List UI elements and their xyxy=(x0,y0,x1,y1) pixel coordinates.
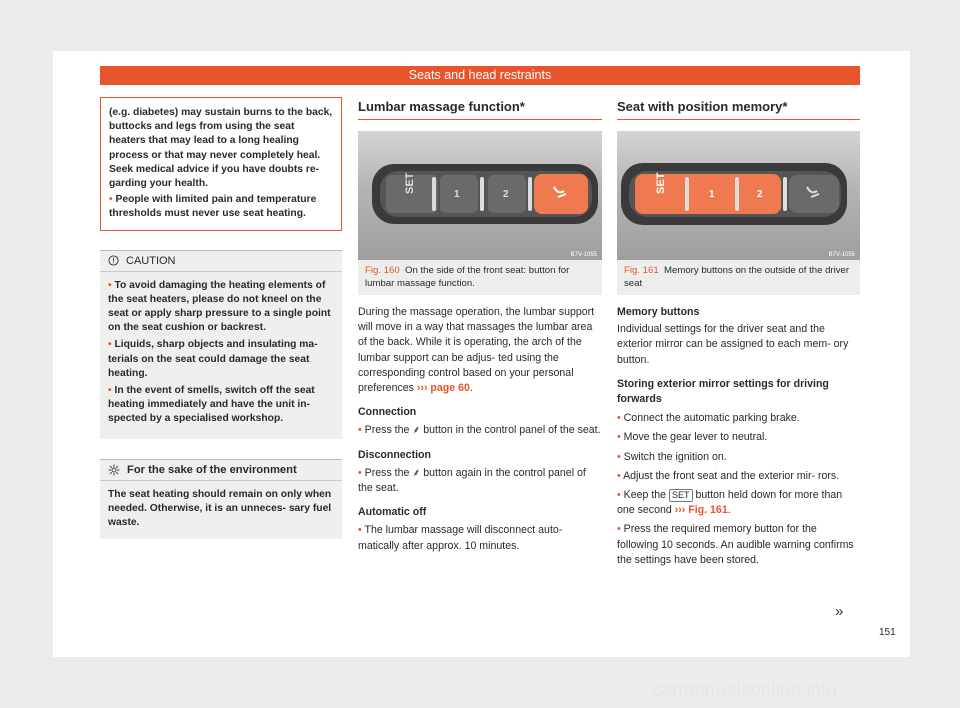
paragraph: During the massage operation, the lumbar support will move in a way that massages the lumbar area of the back. While it is operating, the arch of the lumbar support can be adjus- ted using the corresponding control based on your personal preferences xyxy=(358,306,595,395)
lumbar-icon: ⸙ xyxy=(412,424,421,437)
memory-buttons-illustration xyxy=(617,131,860,260)
step-text: Adjust the front seat and the exterior mir- rors. xyxy=(623,469,840,482)
button-1-label: 1 xyxy=(454,189,460,200)
continue-marker: » xyxy=(835,603,844,620)
connection-heading: Connection xyxy=(358,406,417,419)
figure-lumbar-buttons xyxy=(358,131,602,260)
step-text: button held down for more than one second xyxy=(617,489,843,517)
page-reference-link[interactable]: ››› page 60 xyxy=(416,382,470,395)
warning-bullet: People with limited pain and temperature thresholds must never use seat heating. xyxy=(109,194,317,220)
bullet-icon: • xyxy=(109,194,116,206)
step-text: Press the required memory button for the following 10 seconds. An audible warning confirms the settings have been stored. xyxy=(617,523,854,566)
disconnection-heading: Disconnection xyxy=(358,448,431,461)
environment-text: The seat heating should remain on only when needed. Otherwise, it is an unneces- sary fuel waste. xyxy=(108,488,332,529)
figure-number: Fig. 160 xyxy=(365,265,400,276)
memory-heading: Memory buttons xyxy=(617,306,700,318)
figure-caption-text: On the side of the front seat: button for lumbar massage function. xyxy=(365,265,570,289)
set-label: SET xyxy=(404,172,416,194)
step-text: Press the xyxy=(364,424,410,437)
button-1-label: 1 xyxy=(709,189,715,200)
section-title: Seat with position memory* xyxy=(617,99,860,120)
chapter-header: Seats and head restraints xyxy=(100,66,860,85)
step-text: button again in the control panel of the seat. xyxy=(358,466,586,495)
figure-code: B7V-1056 xyxy=(828,252,855,258)
figure-memory-buttons xyxy=(617,131,860,260)
lumbar-icon: ⸙ xyxy=(412,466,421,479)
caution-box: CAUTION • To avoid damaging the heating elements of the seat heaters, please do not kneel on the seat or apply sharp pressure to a single point on the seat cushion or backrest. • Liquids, sharp objects and insulating ma- terials on the seat could damage the seat heating. • In the event of smells, switch off the seat heating immediately and have the unit in- spected by a specialised workshop. xyxy=(100,250,342,439)
caution-title: CAUTION xyxy=(126,254,176,267)
step-text: button in the control panel of the seat. xyxy=(423,424,601,437)
seat-control-illustration xyxy=(358,131,602,260)
column-right: Seat with position memory* SET 1 2 B7V-1056 Fig. 161 Memory buttons on the outside of the driver seat Memory buttons Individual settings for the driver seat and the exterior mirror can be assigned to each mem- ory button. Storing exterior mirror settings for driving forwards • Connect the automatic parking brake. • Move the gear lever to neutral. • Switch the ignition on. • Adjust the front seat and the exterior mir- rors. • Keep the SET button held down for more than one second ››› Fig. 161. • Press the required memory button for the following 10 seconds. An audible warning confirms the settings have been stored. xyxy=(617,97,860,572)
button-2-label: 2 xyxy=(757,189,763,200)
step-text: The lumbar massage will disconnect auto- matically after approx. 10 minutes. xyxy=(358,524,563,552)
paragraph: Individual settings for the driver seat and the exterior mirror can be assigned to each mem- ory button. xyxy=(617,323,849,366)
info-circle-icon xyxy=(108,255,119,266)
figure-caption xyxy=(617,260,860,295)
set-label: SET xyxy=(655,172,667,194)
environment-title: For the sake of the environment xyxy=(127,463,297,476)
section-title: Lumbar massage function* xyxy=(358,99,602,120)
caution-item: Liquids, sharp objects and insulating ma- terials on the seat could damage the seat heating. xyxy=(108,339,318,379)
page-number: 151 xyxy=(879,627,896,638)
figure-caption-text: Memory buttons on the outside of the driver seat xyxy=(624,265,850,289)
caution-item: In the event of smells, switch off the seat heating immediately and have the unit in- spected by a specialised workshop. xyxy=(108,385,315,425)
step-text: Move the gear lever to neutral. xyxy=(623,431,768,444)
figure-code: B7V-1055 xyxy=(570,252,597,258)
leaf-icon xyxy=(108,464,120,476)
caution-item: To avoid damaging the heating elements of the seat heaters, please do not kneel on the seat or apply sharp pressure to a single point on the seat cushion or backrest. xyxy=(108,279,331,334)
environment-box xyxy=(100,459,342,540)
storing-heading: Storing exterior mirror settings for driving forwards xyxy=(617,377,829,406)
set-key: SET xyxy=(669,489,693,502)
automatic-off-heading: Automatic off xyxy=(358,506,427,519)
button-2-label: 2 xyxy=(503,189,509,200)
step-text: Switch the ignition on. xyxy=(623,450,727,463)
column-left xyxy=(100,97,342,539)
step-text: Keep the xyxy=(623,489,667,502)
column-middle: Lumbar massage function* SET 1 2 B7V-1055 Fig. 160 On the side of the front seat: button for lumbar massage function. During the massage operation, the lumbar support will move in a way that massages the lumbar area of the back. While it is operating, the arch of the lumbar support can be adjus- ted using the corresponding control based on your personal preferences ››› page 60. Connection • Press the ⸙ button in the control panel of the seat. Disconnection • Press the ⸙ button again in the control panel of the seat. Automatic off • The lumbar massage will disconnect auto- matically after approx. 10 minutes. xyxy=(358,99,601,552)
figure-reference-link[interactable]: ››› Fig. 161 xyxy=(674,504,728,517)
warning-box xyxy=(100,97,342,231)
warning-paragraph: (e.g. diabetes) may sustain burns to the back, buttocks and legs from using the seat heaters that may lead to a long healing process or that may never completely heal. Seek medical advice if you have doubts re- garding your health. xyxy=(109,107,333,190)
watermark: carmanualsonline.info xyxy=(652,680,837,701)
figure-number: Fig. 161 xyxy=(624,265,659,276)
figure-caption xyxy=(358,260,602,295)
step-text: Connect the automatic parking brake. xyxy=(623,412,800,425)
step-text: Press the xyxy=(364,466,410,479)
